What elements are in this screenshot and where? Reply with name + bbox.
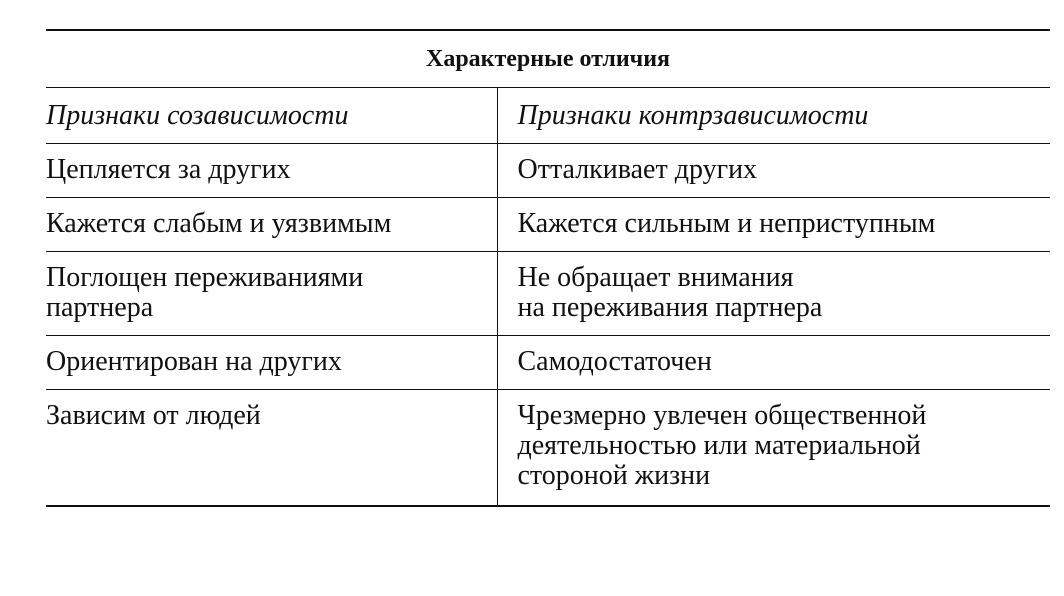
codependency-cell: [46, 198, 497, 252]
cell-line: Поглощен переживаниями: [46, 262, 364, 293]
cell-line: Кажется сильным и неприступным: [517, 208, 936, 239]
cell-line: Ориентирован на других: [46, 346, 342, 377]
cell-line: Цепляется за других: [46, 154, 291, 185]
cell-line: деятельностью или материальной: [517, 430, 921, 461]
cell-line: Чрезмерно увлечен общественной: [517, 400, 927, 431]
table-row: [46, 252, 1050, 336]
column-header-counterdependency: Признаки контрзависимости: [497, 88, 1050, 144]
table-title: Характерные отличия: [46, 30, 1050, 88]
cell-line: Не обращает внимания: [517, 262, 794, 293]
comparison-table: [46, 29, 1050, 507]
table-row: [46, 144, 1050, 198]
counterdependency-cell: [497, 144, 1050, 198]
cell-line: на переживания партнера: [517, 292, 823, 323]
cell-line: Отталкивает других: [517, 154, 758, 185]
counterdependency-cell: [497, 252, 1050, 336]
table-row: [46, 336, 1050, 390]
counterdependency-cell: [497, 198, 1050, 252]
cell-line: партнера: [46, 292, 154, 323]
counterdependency-cell: [497, 336, 1050, 390]
column-header-codependency: Признаки созависимости: [46, 88, 497, 144]
codependency-cell: [46, 390, 497, 507]
table-row: [46, 390, 1050, 507]
cell-line: Кажется слабым и уязвимым: [46, 208, 392, 239]
comparison-table-wrapper: [46, 29, 1050, 507]
codependency-cell: [46, 336, 497, 390]
cell-line: стороной жизни: [517, 460, 711, 491]
counterdependency-cell: [497, 390, 1050, 507]
cell-line: Зависим от людей: [46, 400, 261, 431]
column-header-row: [46, 88, 1050, 144]
cell-line: Самодостаточен: [517, 346, 712, 377]
codependency-cell: [46, 252, 497, 336]
table-row: [46, 198, 1050, 252]
codependency-cell: [46, 144, 497, 198]
